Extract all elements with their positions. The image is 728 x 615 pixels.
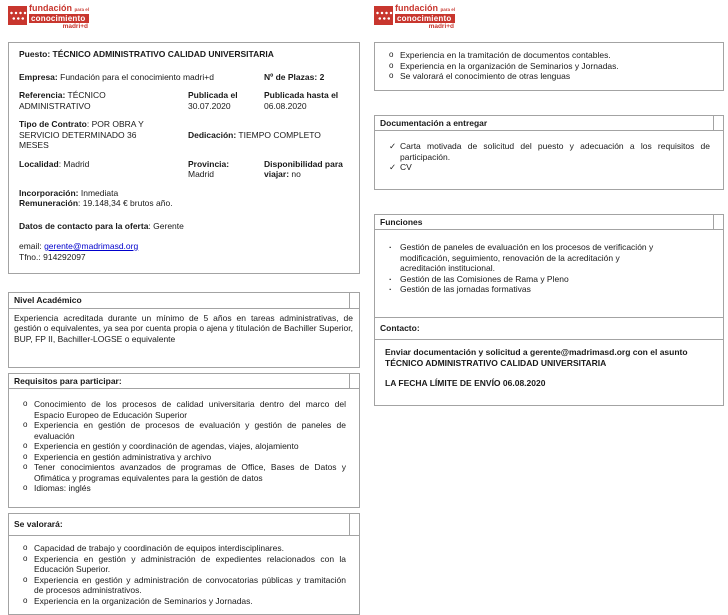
- dedicacion: Dedicación: TIEMPO COMPLETO: [188, 130, 351, 141]
- madrid-flag-icon: [374, 6, 393, 25]
- disponibilidad-viajar: Disponibilidad para viajar: no: [264, 159, 351, 180]
- circle-bullet-icon: o: [375, 50, 400, 61]
- documentacion-list: [375, 131, 723, 189]
- funciones-list: [375, 230, 723, 317]
- list-item: · Gestión de paneles de evaluación en los procesos de verificación y modificación, seguimiento, renovación de la acreditación y acreditación institucional.: [375, 242, 717, 274]
- madrid-flag-icon: [8, 6, 27, 25]
- circle-bullet-icon: o: [9, 420, 34, 431]
- puesto-value: TÉCNICO ADMINISTRATIVO CALIDAD UNIVERSITARIA: [53, 49, 274, 59]
- publicada-el: Publicada el 30.07.2020: [188, 90, 264, 111]
- section-title: Se valorará:: [9, 514, 349, 536]
- list-item: o Se valorará el conocimiento de otras lenguas: [375, 71, 717, 82]
- logo-madrid-text: madri+d: [395, 23, 455, 31]
- circle-bullet-icon: o: [9, 483, 34, 494]
- section-header-tail-cell: [349, 514, 359, 536]
- logo-fundacion-text: fundación para el: [29, 4, 89, 14]
- section-funciones: [374, 214, 724, 318]
- dot-bullet-icon: ·: [375, 274, 400, 285]
- circle-bullet-icon: o: [9, 452, 34, 463]
- se-valorara-continuation-list: [375, 43, 723, 90]
- logo-text: [29, 4, 89, 31]
- empresa-label: Empresa:: [19, 72, 58, 82]
- list-item: o Experiencia en la organización de Seminarios y Jornadas.: [9, 596, 353, 607]
- section-body: [8, 536, 360, 615]
- section-body: [374, 131, 724, 190]
- requisitos-list: [9, 389, 359, 507]
- referencia-row: [19, 90, 351, 111]
- list-item: o Experiencia en la tramitación de documentos contables.: [375, 50, 717, 61]
- madrid-foundation-logo: [8, 4, 360, 34]
- dot-bullet-icon: ·: [375, 284, 400, 295]
- circle-bullet-icon: o: [9, 462, 34, 473]
- logo-conocimiento-text: conocimiento: [395, 14, 455, 23]
- section-title: Requisitos para participar:: [9, 374, 349, 389]
- circle-bullet-icon: o: [375, 61, 400, 72]
- section-header-tail-cell: [349, 374, 359, 389]
- section-se-valorara: [8, 513, 360, 615]
- logo-conocimiento-text: conocimiento: [29, 14, 89, 23]
- contacto-instructions: Enviar documentación y solicitud a gerente@madrimasd.org con el asunto TÉCNICO ADMINISTRATIVO CALIDAD UNIVERSITARIA: [385, 347, 713, 368]
- right-column: [374, 4, 724, 406]
- section-header-tail-cell: [713, 215, 723, 230]
- email-label: email:: [19, 241, 42, 251]
- section-body: [8, 389, 360, 508]
- section-header: [374, 317, 724, 341]
- datos-contacto-row: Datos de contacto para la oferta: Gerente: [19, 221, 351, 232]
- section-contacto: [374, 317, 724, 406]
- section-title: Contacto:: [375, 318, 723, 340]
- list-item: o Tener conocimientos avanzados de programas de Office, Bases de Datos y Ofimática y programas equivalentes para la gestión de datos: [9, 462, 353, 483]
- blank-line: [385, 368, 713, 378]
- circle-bullet-icon: o: [9, 554, 34, 565]
- incorporacion-row: Incorporación: Inmediata Remuneración: 19.148,34 € brutos año.: [19, 188, 351, 209]
- list-item: · Gestión de las jornadas formativas: [375, 284, 717, 295]
- localidad: Localidad: Madrid: [19, 159, 155, 180]
- checkmark-icon: ✓: [375, 162, 400, 173]
- list-item: ✓ Carta motivada de solicitud del puesto y adecuación a los requisitos de participación.: [375, 141, 717, 162]
- list-item: o Experiencia en gestión de procesos de evaluación y gestión de paneles de evaluación: [9, 420, 353, 441]
- job-summary-box: [8, 42, 360, 274]
- section-requisitos: [8, 373, 360, 508]
- circle-bullet-icon: o: [9, 399, 34, 410]
- list-item: o Conocimiento de los procesos de calidad universitaria dentro del marco del Espacio Europeo de Educación Superior: [9, 399, 353, 420]
- section-header: [8, 513, 360, 537]
- email-link[interactable]: gerente@madrimasd.org: [44, 241, 138, 251]
- circle-bullet-icon: o: [375, 71, 400, 82]
- empresa-row: [19, 72, 351, 83]
- dot-bullet-icon: ·: [375, 242, 400, 253]
- list-item: o Experiencia en gestión y coordinación de agendas, viajes, alojamiento: [9, 441, 353, 452]
- plazas: Nº de Plazas: 2: [264, 72, 351, 83]
- puesto-label: Puesto:: [19, 49, 50, 59]
- list-item: · Gestión de las Comisiones de Rama y Pleno: [375, 274, 717, 285]
- checkmark-icon: ✓: [375, 141, 400, 152]
- circle-bullet-icon: o: [9, 575, 34, 586]
- section-header: [8, 292, 360, 309]
- list-item: o Capacidad de trabajo y coordinación de equipos interdisciplinares.: [9, 543, 353, 554]
- nivel-academico-text: Experiencia acreditada durante un mínimo de 5 años en tareas administrativas, de gestión o equivalentes, ya sea por cuenta propia o ajena y titulación de Bachiller Superior, BUP, FP II, Bachiller-LOGSE o equivalente: [9, 309, 359, 367]
- contact-details-row: [19, 241, 351, 262]
- phone-value: 914292097: [43, 252, 86, 262]
- section-body: [374, 42, 724, 91]
- section-header: [374, 115, 724, 132]
- section-body: [8, 309, 360, 368]
- puesto-row: [19, 49, 351, 60]
- contacto-text: [375, 340, 723, 405]
- contacto-deadline: LA FECHA LÍMITE DE ENVÍO 06.08.2020: [385, 378, 713, 389]
- se-valorara-list: [9, 536, 359, 614]
- section-header: [8, 373, 360, 390]
- provincia: Provincia: Madrid: [188, 159, 264, 180]
- section-header: [374, 214, 724, 231]
- list-item: o Experiencia en gestión administrativa y archivo: [9, 452, 353, 463]
- logo-fundacion-text: fundación para el: [395, 4, 455, 14]
- logo-text: [395, 4, 455, 31]
- left-column: [8, 4, 360, 615]
- section-title: Funciones: [375, 215, 713, 230]
- logo-madrid-text: madri+d: [29, 23, 89, 31]
- madrid-foundation-logo: [374, 4, 724, 34]
- section-header-tail-cell: [713, 116, 723, 131]
- referencia: Referencia: TÉCNICO ADMINISTRATIVO: [19, 90, 155, 111]
- section-body: [374, 230, 724, 318]
- circle-bullet-icon: o: [9, 543, 34, 554]
- publicada-hasta: Publicada hasta el 06.08.2020: [264, 90, 351, 111]
- list-item: o Experiencia en gestión y administración de expedientes relacionados con la Educación Superior.: [9, 554, 353, 575]
- tipo-contrato: Tipo de Contrato: POR OBRA Y SERVICIO DETERMINADO 36 MESES: [19, 119, 155, 151]
- list-item: ✓ CV: [375, 162, 717, 173]
- list-item: o Idiomas: inglés: [9, 483, 353, 494]
- phone-label: Tfno.:: [19, 252, 41, 262]
- list-item: o Experiencia en gestión y administración de convocatorias públicas y tramitación de procesos administrativos.: [9, 575, 353, 596]
- section-header-tail-cell: [349, 293, 359, 308]
- section-body: [374, 340, 724, 406]
- section-documentacion: [374, 115, 724, 190]
- contrato-row: [19, 119, 351, 151]
- localidad-row: [19, 159, 351, 180]
- list-item: o Experiencia en la organización de Seminarios y Jornadas.: [375, 61, 717, 72]
- circle-bullet-icon: o: [9, 441, 34, 452]
- section-title: Documentación a entregar: [375, 116, 713, 131]
- section-title: Nivel Académico: [9, 293, 349, 308]
- section-nivel-academico: [8, 292, 360, 368]
- section-se-valorara-continuation: [374, 42, 724, 91]
- circle-bullet-icon: o: [9, 596, 34, 607]
- empresa-value: Fundación para el conocimiento madri+d: [60, 72, 214, 82]
